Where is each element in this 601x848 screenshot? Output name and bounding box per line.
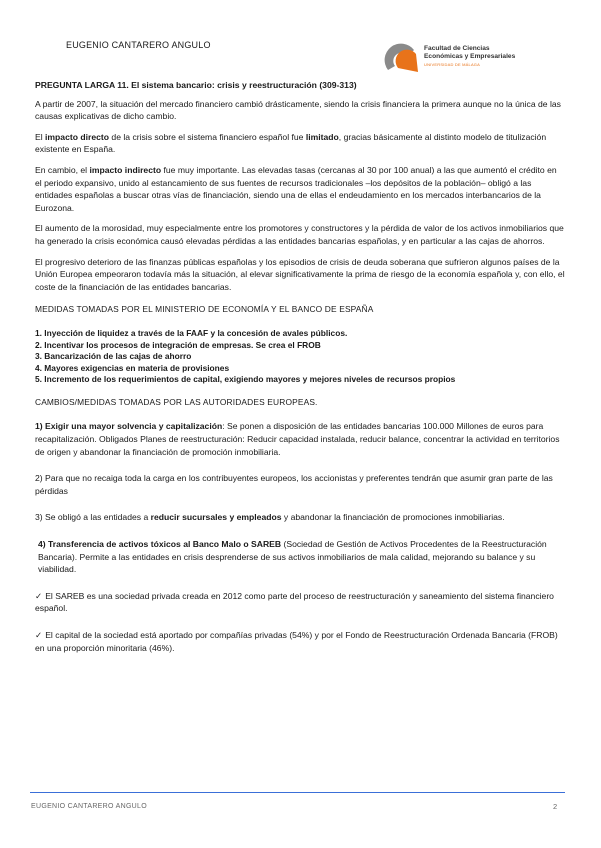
university-name: UNIVERSIDAD DE MÁLAGA: [424, 62, 480, 67]
footer-divider: [30, 792, 565, 793]
eu-measure-4: 4) Transferencia de activos tóxicos al Banco Malo o SAREB (Sociedad de Gestión de Activos Procedentes de la Reestructuración Bancaria). Permite a las entidades en crisis desprenderse de sus activos inmobiliarios de mala calidad, mejorando su balance y su viabilidad.: [38, 539, 547, 575]
section-heading-ministerio: MEDIDAS TOMADAS POR EL MINISTERIO DE ECONOMÍA Y EL BANCO DE ESPAÑA: [35, 304, 374, 315]
list-item: 4. Mayores exigencias en materia de provisiones: [35, 362, 230, 373]
morosidad-paragraph: El aumento de la morosidad, muy especialmente entre los promotores y constructores y la pérdida de valor de los activos inmobiliarios que ha generado la crisis económica causó elevadas pérdidas a las entidades bancarias españolas, y en particular a las cajas de ahorros.: [35, 223, 564, 246]
measures-list: [35, 328, 565, 386]
question-title: PREGUNTA LARGA 11. El sistema bancario: crisis y reestructuración (309-313): [35, 80, 357, 90]
deterioro-paragraph: El progresivo deterioro de las finanzas públicas españolas y los episodios de crisis de deuda soberana que sufrieron algunos países de la Unión Europea empeoraron todavía más la situación, al elevar significativamente la prima de riesgo de la economía española y, con ello, el coste de la financiación de las entidades bancarias.: [35, 256, 565, 292]
list-item: 1. Inyección de liquidez a través de la FAAF y la concesión de avales públicos.: [35, 327, 348, 338]
list-item: 5. Incremento de los requerimientos de capital, exigiendo mayores y mejores niveles de recursos propios: [35, 374, 456, 385]
page-number: 2: [553, 802, 558, 811]
indirect-impact-paragraph: En cambio, el impacto indirecto fue muy importante. Las elevadas tasas (cercanas al 30 por 100 anual) a las que aumentó el crédito en el periodo expansivo, unido al estancamiento de sus fuentes de recursos tradicionales –los depósitos de la población– obligó a las entidades españolas a buscar otras vías de financiación, siendo una de ellas el endeudamiento en los mercados interbancarios de la Eurozona.: [35, 164, 557, 213]
direct-impact-paragraph: El impacto directo de la crisis sobre el sistema financiero español fue limitado, gracias básicamente al distinto modelo de titulización existente en España.: [35, 131, 547, 155]
faculty-name-line2: Económicas y Empresariales: [424, 53, 516, 60]
eu-measure-2: 2) Para que no recaiga toda la carga en los contribuyentes europeos, los accionistas y preferentes tendrán que asumir gran parte de las pérdidas: [35, 473, 553, 496]
check-icon: ✓: [35, 630, 43, 640]
intro-paragraph: A partir de 2007, la situación del mercado financiero cambió drásticamente, siendo la crisis financiera la primera aunque no la única de las causas explicativas de dicho cambio.: [35, 98, 561, 122]
faculty-name-line1: Facultad de Ciencias: [424, 45, 490, 52]
faculty-logo: [384, 42, 564, 76]
eu-measure-1: 1) Exigir una mayor solvencia y capitalización: Se ponen a disposición de las entidades bancarias 100.000 Millones de euros para recapitalización. Obligados Planes de reestructuración: Reducir capacidad instalada, reducir balance, concentrar la actividad en territorios de origen y abandonar la financiación de promoción inmobiliaria.: [35, 421, 560, 457]
check-icon: ✓: [35, 590, 43, 601]
list-item: 3. Bancarización de las cajas de ahorro: [35, 351, 192, 362]
eu-measure-3: 3) Se obligó a las entidades a reducir sucursales y empleados y abandonar la financiación de promociones inmobiliarias.: [35, 512, 505, 523]
header-author: EUGENIO CANTARERO ANGULO: [66, 40, 211, 50]
faculty-emblem-icon: [384, 42, 420, 74]
list-item: 2. Incentivar los procesos de integración de empresas. Se crea el FROB: [35, 339, 321, 350]
sareb-note-1: ✓ El SAREB es una sociedad privada creada en 2012 como parte del proceso de reestructuración y saneamiento del sistema financiero español.: [35, 590, 554, 614]
section-heading-europe: CAMBIOS/MEDIDAS TOMADAS POR LAS AUTORIDADES EUROPEAS.: [35, 396, 318, 407]
sareb-note-2: ✓ El capital de la sociedad está aportado por compañías privadas (54%) y por el Fondo de Reestructuración Ordenada Bancaria (FROB) en una proporción minoritaria (46%).: [35, 630, 558, 653]
document-body: [35, 79, 565, 662]
footer-author: EUGENIO CANTARERO ANGULO: [31, 803, 147, 810]
faculty-name: [424, 45, 515, 69]
